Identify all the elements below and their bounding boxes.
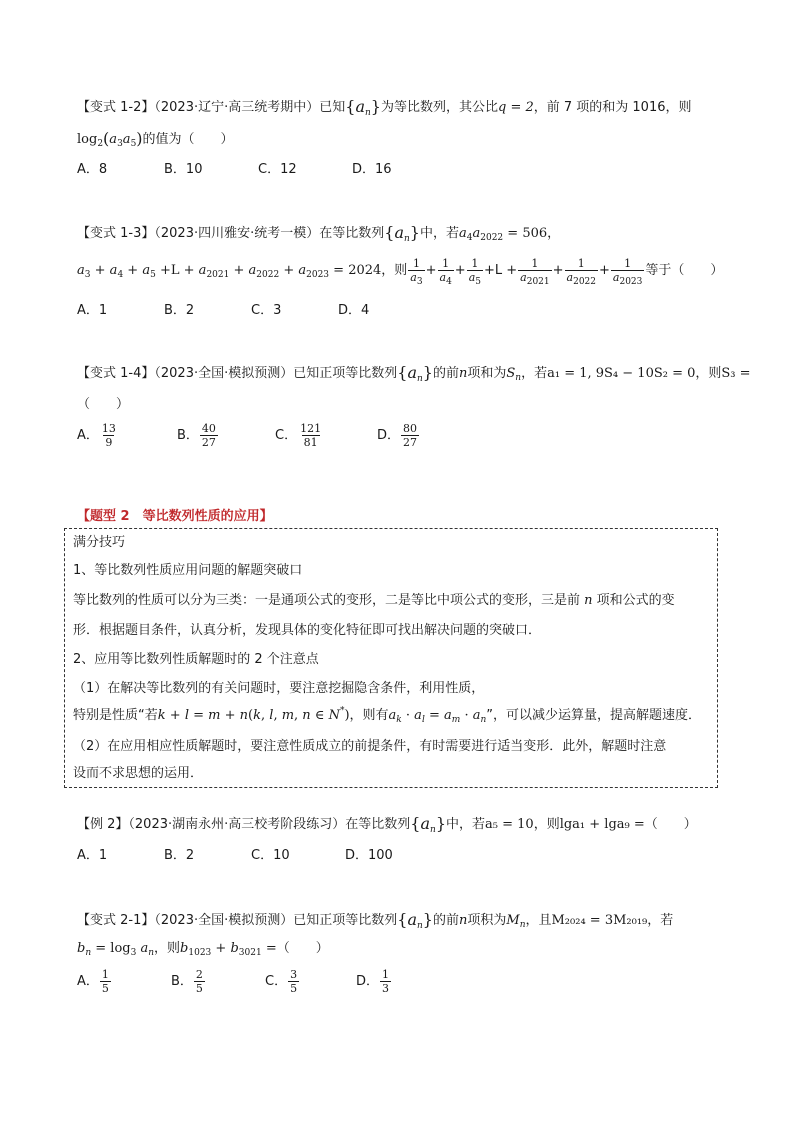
- option-d[interactable]: D．100: [345, 848, 393, 863]
- option-b[interactable]: B．2: [164, 303, 195, 318]
- math-definition: $b_n = \log_3 a_n$: [77, 941, 155, 958]
- question-source: （2023·四川雅安·统考一模）: [154, 226, 320, 241]
- tips-point1-body: 等比数列的性质可以分为三类：一是通项公式的变形，二是等比中项公式的变形，三是前 n 项和公式的变: [73, 593, 675, 608]
- math-set: $\{a_n\}$: [410, 814, 446, 835]
- math-set: $\{a_n\}$: [397, 910, 433, 931]
- option-b[interactable]: B． $\frac{40}{27}$: [177, 422, 216, 449]
- question-text: ，若: [647, 913, 674, 928]
- tips-box: [64, 528, 718, 788]
- math-log: $\log_2(a_3a_5)$: [77, 129, 143, 149]
- question-text: 的前: [432, 913, 459, 928]
- question-variant-2-1-line-1: 【变式 2-1】（2023·全国·模拟预测）已知正项等比数列$\{a_n\}$的前n项积为$M_n$，且M₂₀₂₄ = 3M₂₀₁₉，若: [77, 910, 674, 931]
- math-set: $\{a_n\}$: [345, 97, 381, 118]
- option-c[interactable]: C． $\frac{121}{81}$: [275, 422, 322, 449]
- question-text: ，则: [695, 366, 722, 381]
- question-variant-1-4-line-1: 【变式 1-4】（2023·全国·模拟预测）已知正项等比数列$\{a_n\}$的前n项和为$S_n$，若a₁ = 1, 9S₄ − 10S₂ = 0，则S₃ =: [77, 363, 751, 384]
- question-text: 已知正项等比数列: [293, 366, 398, 381]
- question-text: 在等比数列: [319, 226, 385, 241]
- fraction: $\frac{1}{a_5}$: [468, 257, 481, 287]
- option-b[interactable]: B．2: [164, 848, 195, 863]
- tips-point2-item1: （1）在解决等比数列的有关问题时，要注意挖掘隐含条件，利用性质，: [73, 681, 485, 696]
- section-title: 【题型 2 等比数列性质的应用】: [77, 509, 273, 524]
- question-source: （2023·全国·模拟预测）: [154, 366, 294, 381]
- question-text: ，若: [521, 366, 548, 381]
- math-set: $\{a_n\}$: [384, 223, 420, 244]
- option-d[interactable]: D． $\frac{80}{27}$: [377, 422, 418, 449]
- fraction: $\frac{1}{a_4}$: [439, 257, 452, 287]
- math-ratio: q = 2: [497, 100, 534, 115]
- question-label: 【变式 1-4】: [77, 366, 155, 381]
- option-c[interactable]: C．3: [251, 303, 282, 318]
- math-ask: S₃ =: [721, 366, 751, 381]
- option-d[interactable]: D．4: [338, 303, 370, 318]
- tips-point2-title: 2、应用等比数列性质解题时的 2 个注意点: [73, 652, 319, 667]
- fraction: $\frac{1}{a_{2021}}$: [520, 257, 550, 287]
- tips-point2-item1-cont: 特别是性质“若k + l = m + n(k, l, m, n ∈ N*)，则有$a_k \cdot a_l = a_m \cdot a_n$”，可以减少运算量，提高解题速度．: [73, 706, 702, 725]
- answer-paren: （ ）: [644, 817, 697, 832]
- tips-point2-item2: （2）在应用相应性质解题时，要注意性质成立的前提条件，有时需要进行适当变形．此外，解题时注意: [73, 739, 667, 754]
- question-source: （2023·辽宁·高三统考期中）: [154, 100, 320, 115]
- question-text: ，且: [525, 913, 552, 928]
- tips-point1-body-cont: 形．根据题目条件，认真分析，发现具体的变化特征即可找出解决问题的突破口．: [73, 623, 542, 638]
- option-d[interactable]: D． $\frac{1}{3}$: [356, 968, 390, 995]
- question-variant-1-3-line-1: 【变式 1-3】（2023·四川雅安·统考一模）在等比数列$\{a_n\}$中，若$a_4a_{2022} = 506$，: [77, 223, 561, 244]
- tips-point2-item2-cont: 设而不求思想的运用．: [73, 766, 204, 781]
- question-text: 的值为（ ）: [142, 132, 234, 147]
- fraction: $\frac{1}{a_3}$: [410, 257, 423, 287]
- question-text: ，则: [381, 263, 408, 278]
- answer-paren: （ ）: [77, 397, 130, 412]
- question-label: 【变式 2-1】: [77, 913, 155, 928]
- option-a[interactable]: A． $\frac{1}{5}$: [77, 968, 109, 995]
- question-label: 【变式 1-2】: [77, 100, 155, 115]
- option-a[interactable]: A． $\frac{13}{9}$: [77, 422, 116, 449]
- question-text: ，则: [533, 817, 560, 832]
- option-a[interactable]: A．8: [77, 162, 108, 177]
- question-variant-1-3-line-2: $a_3 + a_4 + a_5 +L + a_{2021} + a_{2022} + a_{2023} = 2024$，则 $\frac{1}{a_3}$ + $\frac{1}{a_4}$ + $\frac{1}{a_5}$ +L + $\frac{1}{a_{2021}}$ + $\frac{1}{a_{2022}}$ + $\frac{1}{a_{2023}}$ 等于（ ）: [77, 257, 724, 287]
- option-b[interactable]: B． $\frac{2}{5}$: [171, 968, 203, 995]
- answer-paren: （ ）: [276, 941, 329, 956]
- question-text: 项和为: [467, 366, 507, 381]
- option-a[interactable]: A．1: [77, 303, 108, 318]
- question-text: 为等比数列，其公比: [380, 100, 498, 115]
- question-example-2-line-1: [77, 815, 697, 834]
- option-b[interactable]: B．10: [164, 162, 203, 177]
- math-condition: $a_4a_{2022} = 506$: [458, 226, 548, 243]
- question-variant-1-4-line-2: [77, 396, 129, 414]
- tips-heading: 满分技巧: [73, 535, 126, 550]
- question-source: （2023·全国·模拟预测）: [154, 913, 294, 928]
- option-c[interactable]: C．12: [258, 162, 297, 177]
- question-source: （2023·湖南永州·高三校考阶段练习）: [128, 817, 346, 832]
- question-text: 在等比数列: [345, 817, 411, 832]
- question-variant-2-1-line-2: [77, 940, 329, 958]
- tips-point1-title: 1、等比数列性质应用问题的解题突破口: [73, 563, 303, 578]
- question-variant-1-2-line-1: [77, 98, 692, 117]
- math-condition: M₂₀₂₄ = 3M₂₀₁₉: [551, 913, 648, 928]
- question-text: 项积为: [467, 913, 507, 928]
- math-ask: $b_{1023} + b_{3021}$ =: [180, 941, 277, 958]
- option-c[interactable]: C． $\frac{3}{5}$: [265, 968, 298, 995]
- question-label: 【变式 1-3】: [77, 226, 155, 241]
- math-sum: $a_3 + a_4 + a_5 +L + a_{2021} + a_{2022} + a_{2023} = 2024$: [77, 263, 382, 280]
- question-variant-1-2-line-2: [77, 130, 234, 149]
- math-ask: lga₁ + lga₉ =: [559, 817, 645, 832]
- option-a[interactable]: A．1: [77, 848, 108, 863]
- option-d[interactable]: D．16: [352, 162, 392, 177]
- question-text: 中，若: [419, 226, 459, 241]
- math-set: $\{a_n\}$: [397, 363, 433, 384]
- question-text: 等于（ ）: [645, 263, 724, 278]
- question-text: ，则: [154, 941, 181, 956]
- question-label: 【例 2】: [77, 817, 129, 832]
- question-text: 的前: [432, 366, 459, 381]
- question-text: 已知: [319, 100, 346, 115]
- question-text: ，前 7 项的和为 1016，则: [533, 100, 692, 115]
- question-text: 中，若: [446, 817, 486, 832]
- math-condition: a₅ = 10: [485, 817, 534, 832]
- fraction: $\frac{1}{a_{2023}}$: [612, 257, 643, 287]
- math-condition: a₁ = 1, 9S₄ − 10S₂ = 0: [547, 366, 696, 381]
- question-text: 已知正项等比数列: [293, 913, 398, 928]
- option-c[interactable]: C．10: [251, 848, 290, 863]
- fraction: $\frac{1}{a_{2022}}$: [566, 257, 597, 287]
